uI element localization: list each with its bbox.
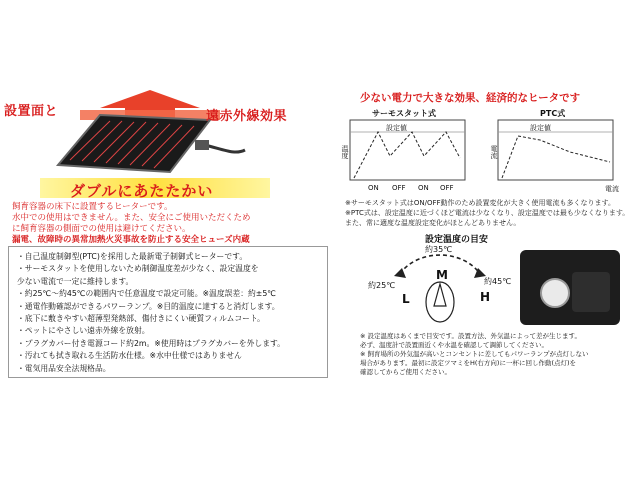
warning-line: に飼育容器の側面での使用は避けてください。	[12, 224, 191, 234]
economy-title: 少ない電力で大きな効果、経済的なヒータです	[360, 92, 581, 104]
dial-temp-left: 約25℃	[368, 281, 396, 290]
chart1-xtick: OFF	[440, 184, 454, 192]
feature-item: ・電気用品安全法規格品。	[17, 363, 111, 373]
chart-note-line: ※PTC式は、設定温度に近づくほど電流は少なくなり、設定温度では最も少なくなります。	[345, 209, 630, 217]
chart1-title: サーモスタット式	[372, 109, 436, 118]
chart1-xtick: ON	[418, 184, 429, 192]
feature-item: ・プラグカバー付き電源コード約2m。※使用時はプラグカバーを外します。	[17, 338, 285, 348]
feature-item: 少ない電流で一定に維持します。	[17, 276, 134, 286]
features-list	[9, 247, 327, 375]
dial-temp-right: 約45℃	[484, 277, 512, 286]
feature-item: ・約25℃～約45℃の範囲内で任意温度で設定可能。※温度誤差：約±5℃	[17, 289, 277, 299]
chart1-xtick: OFF	[392, 184, 406, 192]
feature-item: ・ペットにやさしい遠赤外線を放射。	[17, 326, 150, 336]
dial-note-line: ※ 設定温度はあくまで目安です。設置方法、外気温によって差が生じます。	[360, 332, 581, 340]
feature-item: ・汚れても拭き取れる生活防水仕様。※水中仕様ではありません	[17, 351, 242, 361]
far-infrared-label: 遠赤外線効果	[206, 109, 288, 124]
dial-note-2	[360, 350, 630, 377]
chart1-setpoint-label: 設定値	[386, 124, 407, 132]
feature-item: ・サーモスタットを使用しないため制御温度差が少なく、設定温度を	[17, 264, 259, 274]
controller-knob	[540, 278, 570, 308]
warning-line: 水中での使用はできません。また、安全にご使用いただくため	[12, 213, 251, 223]
warning-line: 漏電、故障時の異常加熱火災事故を防止する安全ヒューズ内蔵	[12, 235, 250, 245]
chart-note-line: また、常に適度な温度設定変化がほとんどありません。	[345, 219, 521, 227]
dial-note-line: 必ず、温度計で設置面近くや水温を確認して調節してください。	[360, 341, 548, 349]
feature-item: ・自己温度制御型(PTC)を採用した最新電子制御式ヒーターです。	[17, 252, 248, 261]
dial-note-line: ※ 飼育場所の外気温が高いとコンセントに差してもパワーランプが点灯しない	[360, 350, 589, 358]
dial-mark-m: M	[436, 268, 448, 282]
dial-note-line: 確認してからご使用ください。	[360, 368, 451, 376]
feature-item: ・通電作動確認ができるパワーランプ。※目的温度に達すると消灯します。	[17, 301, 280, 311]
chart2-setpoint-label: 設定値	[530, 124, 551, 132]
chart1-ylabel: 温度	[341, 145, 349, 159]
controller-body	[572, 272, 610, 312]
dial-temp-top: 約35℃	[425, 245, 453, 254]
chart-note-line: ※サーモスタット式はON/OFF動作のため設置変化が大きく使用電流も多くなります。	[345, 199, 615, 207]
chart2-title: PTC式	[540, 109, 566, 118]
warning-line: 飼育容器の床下に設置するヒーターです。	[12, 202, 173, 212]
controller-photo	[520, 250, 620, 325]
warm-title: ダブルにあたたかい	[70, 182, 214, 200]
dial-mark-l: L	[402, 292, 410, 306]
chart2-ylabel: 電流	[490, 145, 498, 159]
warning-notes	[12, 202, 302, 246]
chart-notes	[345, 198, 640, 228]
feature-item: ・底下に敷きやすい超薄型発熱部、傷付きにくい硬質フィルムコート。	[17, 314, 265, 324]
dial-note-line: 場合があります。最初に設定ツマミをH(右方向)に一杯に回し作動(点灯)を	[360, 359, 577, 367]
ptc-chart	[490, 118, 620, 198]
surface-label: 設置面と	[4, 104, 59, 119]
dial-title: 設定温度の目安	[425, 235, 489, 245]
dial-mark-h: H	[480, 290, 491, 304]
features-box	[8, 246, 328, 378]
chart2-xlabel: 電流	[605, 185, 619, 193]
dial-note-1	[360, 332, 630, 350]
chart1-xtick: ON	[368, 184, 379, 192]
